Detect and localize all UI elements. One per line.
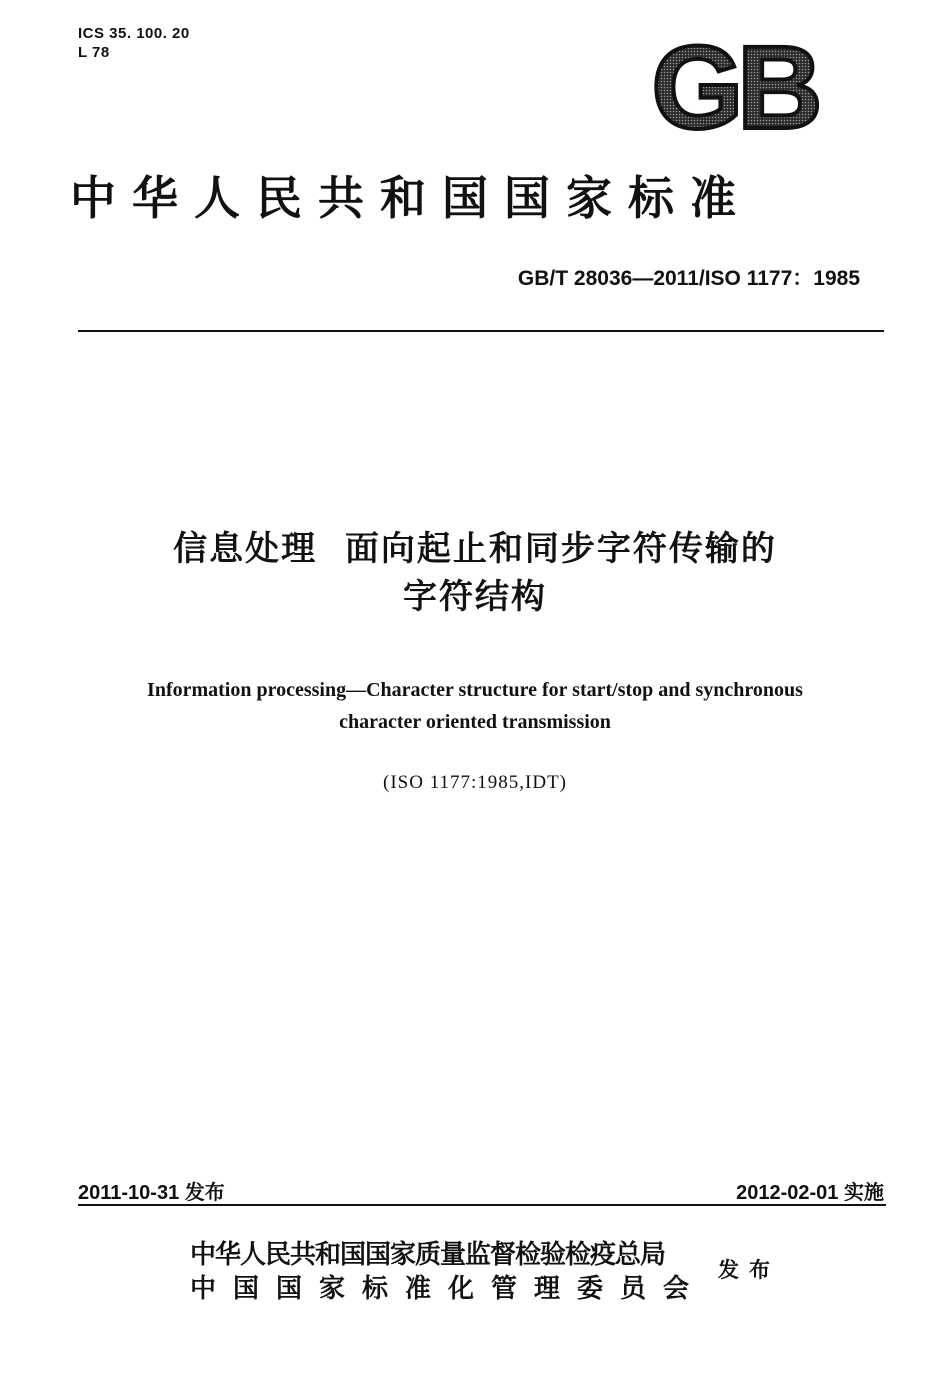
issuer-aqsiq: 中华人民共和国国家质量监督检验检疫总局 [190,1240,666,1270]
issue-date: 2011-10-31 发布 [78,1182,225,1204]
top-divider [78,330,884,332]
english-title [0,674,950,738]
gb-logo-text: GB [651,38,817,138]
chinese-title [0,525,950,621]
english-title-line-1: Information processing—Character structure for start/stop and synchronous [147,679,803,701]
national-standard-title: 中华人民共和国国家标准 [70,171,752,225]
iso-reference: (ISO 1177:1985,IDT) [383,772,567,793]
english-title-line-2: character oriented transmission [339,711,611,733]
chinese-title-line-2: 字符结构 [403,577,547,617]
classification-codes [78,24,190,62]
publish-label: 发布 [718,1257,780,1282]
chinese-title-line-1: 信息处理 面向起止和同步字符传输的 [173,529,777,569]
ccs-code: L 78 [78,44,110,61]
standard-number: GB/T 28036—2011/ISO 1177：1985 [517,267,860,290]
ics-code: ICS 35. 100. 20 [78,25,190,42]
issuer-sac: 中国国家标准化管理委员会 [190,1274,707,1304]
gb-logo [636,38,832,138]
bottom-divider [78,1204,886,1206]
implementation-date: 2012-02-01 实施 [736,1182,884,1204]
